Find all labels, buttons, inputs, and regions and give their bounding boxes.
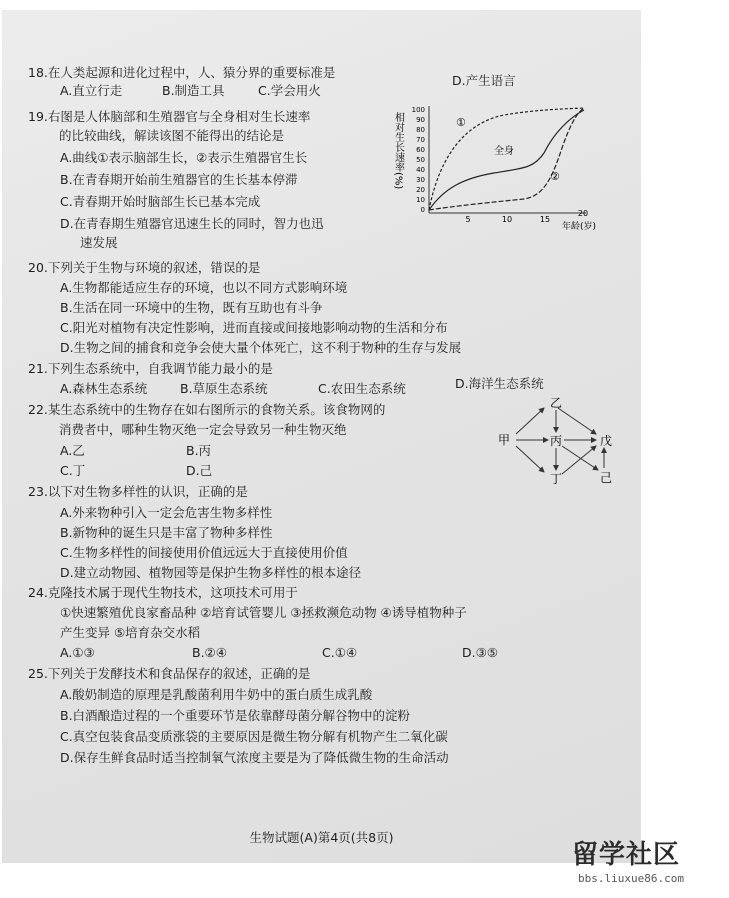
y-tick: 60 [416, 146, 425, 154]
curve-reproductive [429, 108, 584, 210]
q20-option-d: D.生物之间的捕食和竞争会使大量个体死亡，这不利于物种的生存与发展 [60, 340, 462, 355]
q18-option-d: D.产生语言 [452, 73, 516, 88]
q22-option-a: A.乙 [60, 443, 85, 458]
exam-page [2, 10, 641, 863]
q24-option-d: D.③⑤ [462, 645, 499, 660]
y-tick: 70 [416, 136, 425, 144]
watermark-url: bbs.liuxue86.com [578, 872, 684, 885]
q25-option-d: D.保存生鲜食品时适当控制氧气浓度主要是为了降低微生物的生命活动 [60, 750, 449, 765]
graph-x-label: 年龄(岁) [562, 222, 597, 232]
q24-choices-line-2: 产生变异 ⑤培育杂交水稻 [60, 625, 201, 640]
web-node: 丙 [550, 434, 563, 448]
q22-stem-1: 22.某生态系统中的生物存在如右图所示的食物关系。该食物网的 [28, 402, 386, 417]
curve-2-label: ② [550, 170, 560, 183]
curve-body [429, 110, 584, 210]
q19-option-d-1: D.在青春期生殖器官迅速生长的同时，智力也迅 [60, 216, 324, 231]
web-node: 丁 [550, 472, 563, 486]
x-tick: 10 [501, 215, 513, 224]
web-arrow [558, 408, 596, 434]
curve-1-label: ① [456, 116, 466, 129]
x-tick: 15 [539, 215, 551, 224]
q20-option-c: C.阳光对植物有决定性影响，进而直接或间接地影响动物的生活和分布 [60, 320, 448, 335]
q19-option-a: A.曲线①表示脑部生长，②表示生殖器官生长 [60, 150, 308, 165]
y-tick: 80 [416, 126, 425, 134]
q25-option-a: A.酸奶制造的原理是乳酸菌利用牛奶中的蛋白质生成乳酸 [60, 687, 373, 702]
curve-body-label: 全身 [494, 146, 514, 157]
q19-option-c: C.青春期开始时脑部生长已基本完成 [60, 194, 261, 209]
web-arrow [516, 408, 544, 434]
growth-curve-graph [394, 98, 614, 243]
y-tick: 40 [416, 166, 425, 174]
q25-option-b: B.白酒酿造过程的一个重要环节是依靠酵母菌分解谷物中的淀粉 [60, 708, 411, 723]
page-footer: 生物试题(A)第4页(共8页) [249, 830, 394, 845]
q19-option-b: B.在青春期开始前生殖器官的生长基本停滞 [60, 172, 298, 187]
watermark-logo: 留学社区 [572, 840, 681, 870]
graph-y-label: 相对生长速率(%) [392, 112, 404, 190]
q20-option-a: A.生物都能适应生存的环境，也以不同方式影响环境 [60, 280, 348, 295]
q21-option-b: B.草原生态系统 [180, 381, 268, 396]
q18-option-b: B.制造工具 [162, 83, 225, 98]
q23-stem: 23.以下对生物多样性的认识，正确的是 [28, 484, 248, 499]
q18-option-a: A.直立行走 [60, 83, 123, 98]
web-node: 己 [600, 471, 613, 485]
q18-option-c: C.学会用火 [258, 83, 321, 98]
q22-option-c: C.丁 [60, 463, 86, 478]
y-tick: 100 [411, 106, 425, 114]
web-arrow [562, 446, 596, 474]
q19-option-d-2: 速发展 [80, 235, 118, 250]
q21-option-a: A.森林生态系统 [60, 381, 148, 396]
q23-option-d: D.建立动物园、植物园等是保护生物多样性的根本途径 [60, 565, 362, 580]
q22-option-d: D.己 [186, 463, 213, 478]
x-tick: 20 [577, 209, 589, 218]
q18-stem: 18.在人类起源和进化过程中，人、猿分界的重要标准是 [28, 65, 336, 80]
q20-option-b: B.生活在同一环境中的生物，既有互助也有斗争 [60, 300, 323, 315]
q23-option-c: C.生物多样性的间接使用价值远远大于直接使用价值 [60, 545, 348, 560]
food-web-diagram [488, 394, 638, 486]
y-tick: 0 [420, 206, 425, 214]
q19-stem-2: 的比较曲线，解读该图不能得出的结论是 [59, 128, 285, 143]
q21-option-d: D.海洋生态系统 [455, 376, 544, 391]
web-node: 乙 [550, 396, 563, 410]
q24-option-c: C.①④ [322, 645, 358, 660]
q25-option-c: C.真空包装食品变质涨袋的主要原因是微生物分解有机物产生二氧化碳 [60, 729, 448, 744]
q19-stem-1: 19.右图是人体脑部和生殖器官与全身相对生长速率 [28, 109, 311, 124]
q25-stem: 25.下列关于发酵技术和食品保存的叙述，正确的是 [28, 666, 311, 681]
y-tick: 30 [416, 176, 425, 184]
web-node: 戊 [600, 434, 613, 448]
q24-option-b: B.②④ [192, 645, 227, 660]
q23-option-b: B.新物种的诞生只是丰富了物种多样性 [60, 525, 273, 540]
q20-stem: 20.下列关于生物与环境的叙述，错误的是 [28, 260, 261, 275]
web-arrow [562, 446, 598, 470]
web-arrow [516, 446, 544, 472]
y-tick: 20 [416, 186, 425, 194]
q22-option-b: B.丙 [186, 443, 212, 458]
q21-stem: 21.下列生态系统中，自我调节能力最小的是 [28, 361, 273, 376]
q21-option-c: C.农田生态系统 [318, 381, 406, 396]
graph-y-ticks [412, 106, 425, 214]
y-tick: 90 [416, 116, 425, 124]
q24-option-a: A.①③ [60, 645, 95, 660]
y-tick: 50 [416, 156, 425, 164]
web-node: 甲 [498, 433, 511, 447]
q24-stem: 24.克隆技术属于现代生物技术，这项技术可用于 [28, 585, 298, 600]
curve-brain [429, 108, 584, 210]
q22-stem-2: 消费者中，哪种生物灭绝一定会导致另一种生物灭绝 [59, 422, 347, 437]
q23-option-a: A.外来物种引入一定会危害生物多样性 [60, 505, 273, 520]
x-tick: 5 [465, 215, 471, 224]
y-tick: 10 [416, 196, 425, 204]
q24-choices-line-1: ①快速繁殖优良家畜品种 ②培育试管婴儿 ③拯救濒危动物 ④诱导植物种子 [60, 605, 467, 620]
